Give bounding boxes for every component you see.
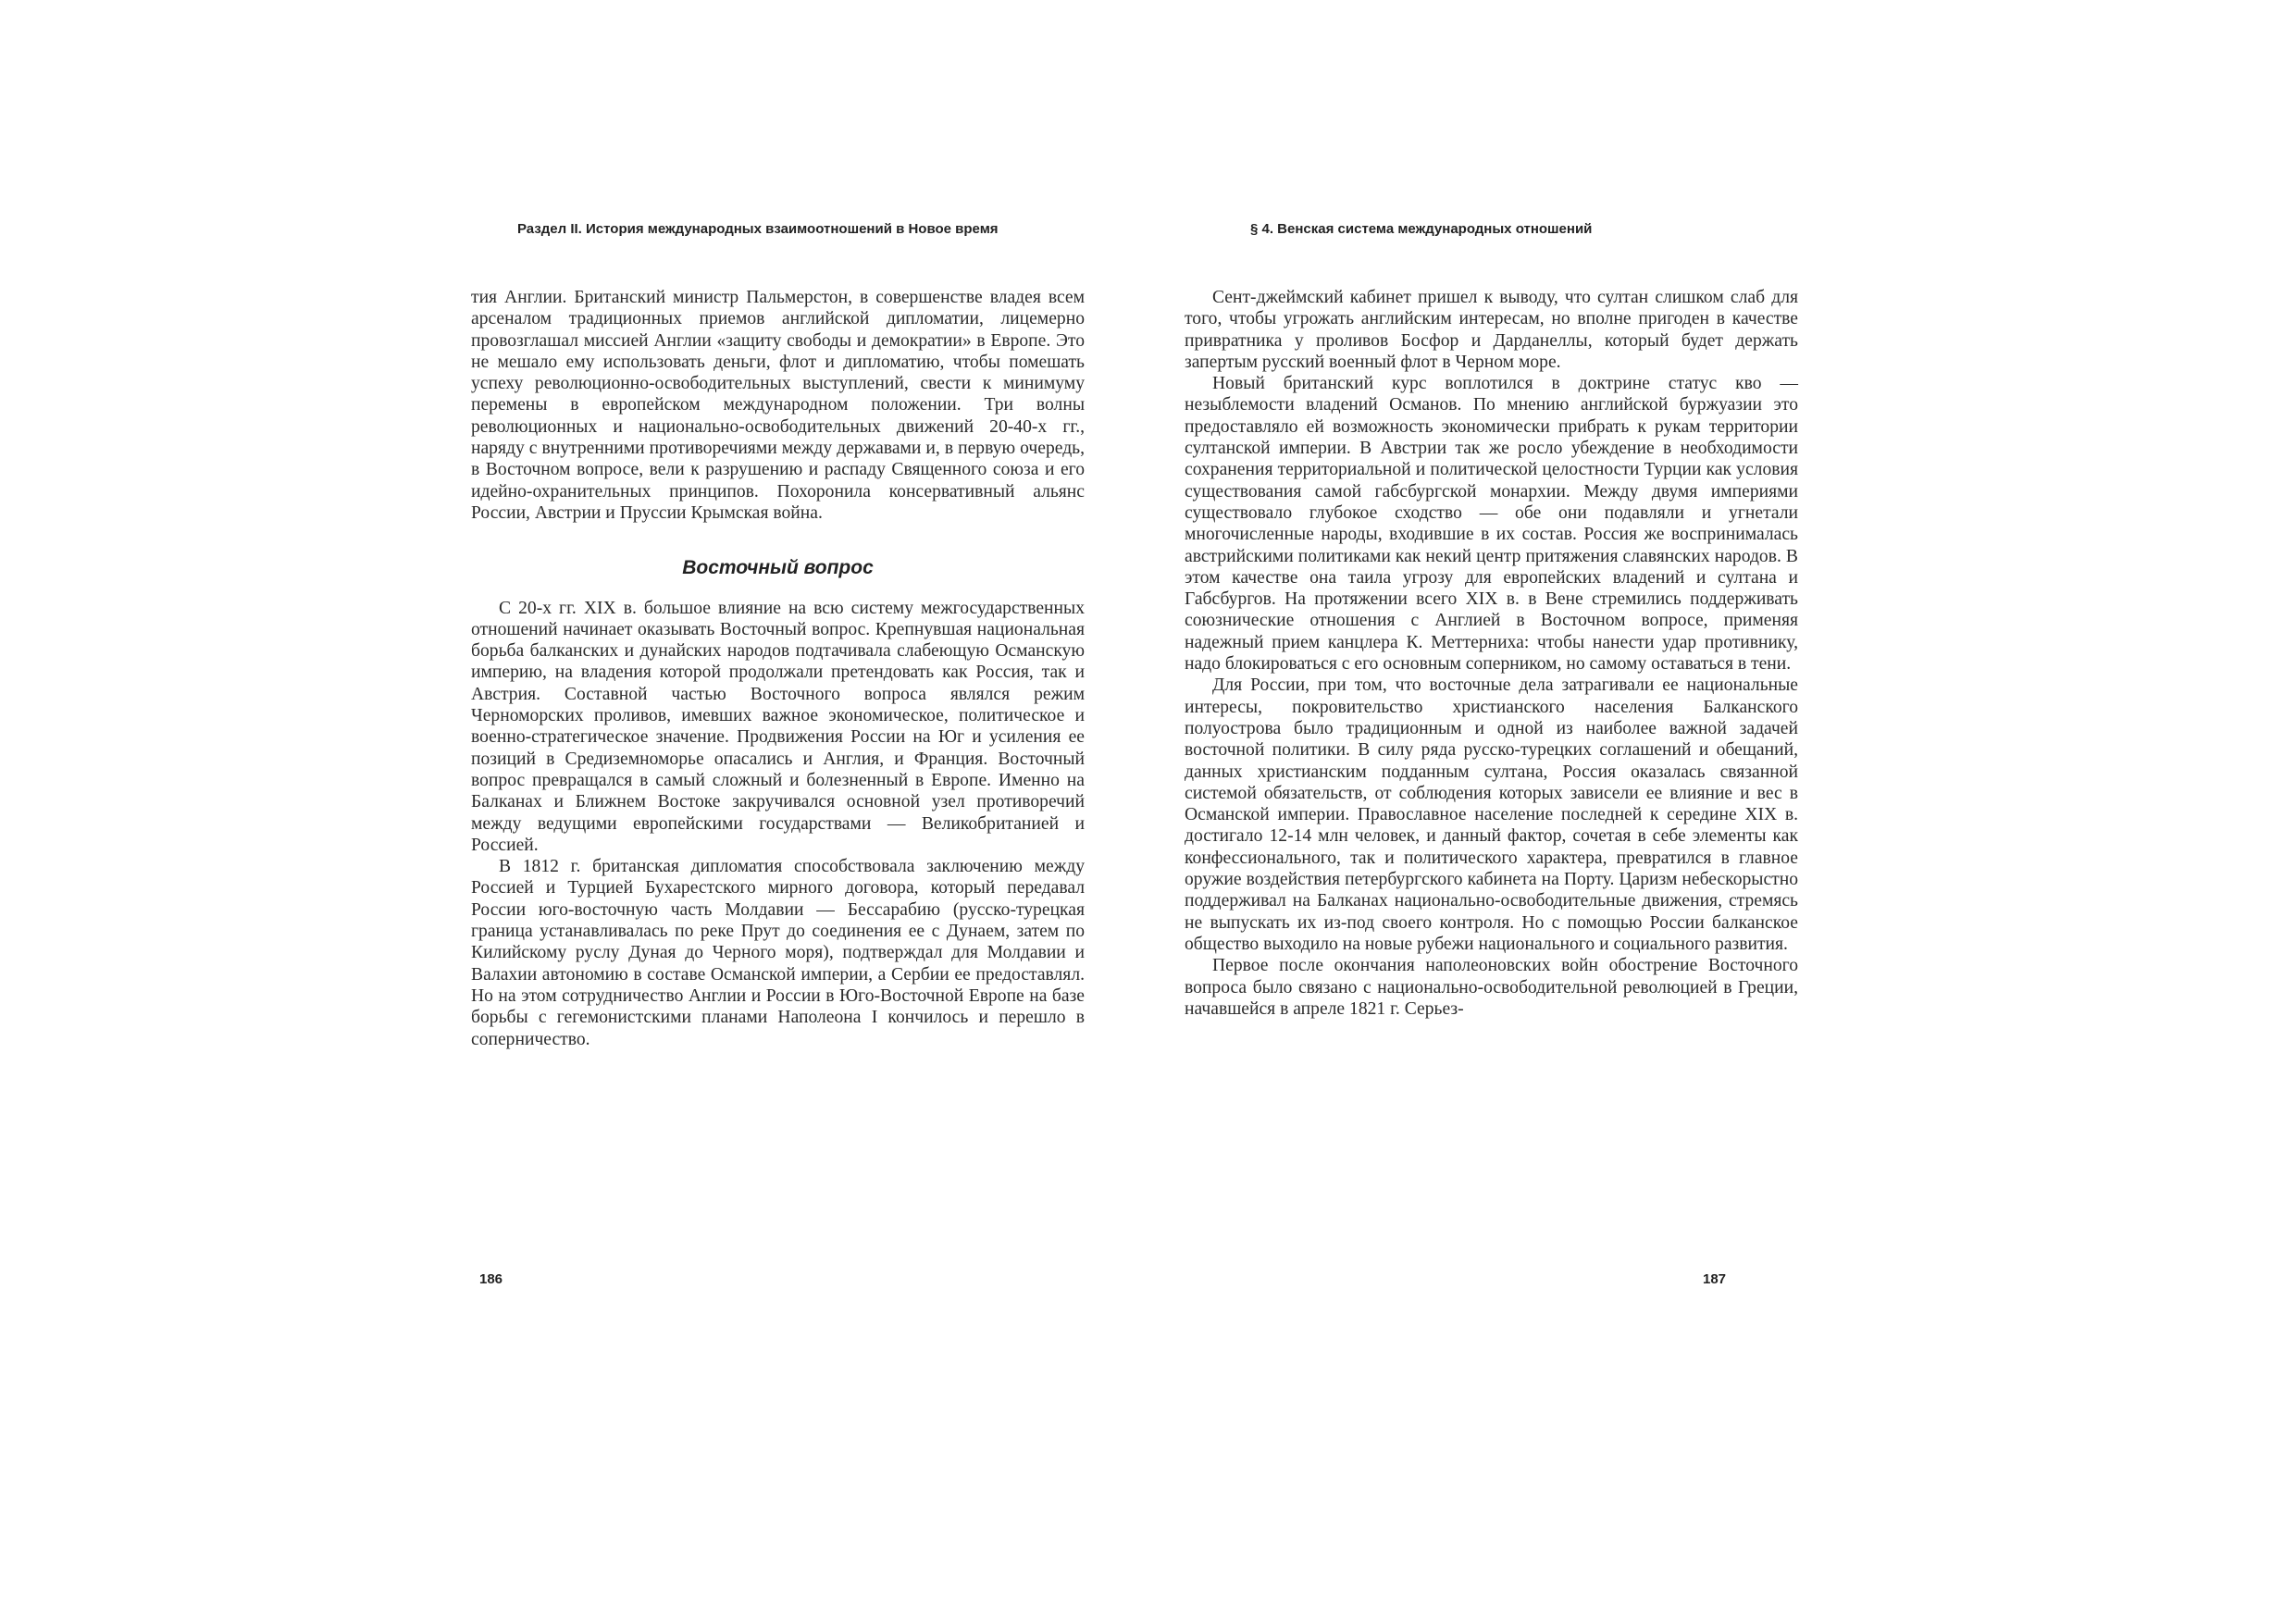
paragraph: тия Англии. Британский министр Пальмерстон, в совершенстве владея всем арсеналом традиционных приемов английской дипломатии, лицемерно провозглашал миссией Англии «защиту свободы и демократии» в Европе. Это не мешало ему использовать деньги, флот и дипломатию, чтобы помешать успеху революционно-освободительных выступлений, свести к минимуму перемены в европейском международном положении. Три волны революционных и национально-освободительных движений 20-40-х гг., наряду с внутренними противоречиями между державами и, в первую очередь, в Восточном вопросе, вели к разрушению и распаду Священного союза и его идейно-охранительных принципов. Похоронила консервативный альянс России, Австрии и Пруссии Крымская война. (471, 288, 1085, 523)
page-number-right: 187 (1703, 1271, 1727, 1287)
paragraph: В 1812 г. британская дипломатия способствовала заключению между Россией и Турцией Бухарестского мирного договора, который передавал России юго-восточную часть Молдавии — Бессарабию (русско-турецкая граница устанавливалась по реке Прут до соединения ее с Дунаем, затем по Килийскому руслу Дуная до Черного моря), подтверждал для Молдавии и Валахии автономию в составе Османской империи, а Сербии ее предоставлял. Но на этом сотрудничество Англии и России в Юго-Восточной Европе на базе борьбы с гегемонистскими планами Наполеона I кончилось и перешло в соперничество. (471, 857, 1085, 1049)
running-head-right: § 4. Венская система международных отношений (1250, 221, 1593, 237)
right-text-column (1185, 287, 1798, 1020)
left-text-column (471, 287, 1085, 1050)
paragraph: Новый британский курс воплотился в доктрине статус кво — незыблемости владений Османов. По мнению английской буржуазии это предоставляло ей возможность экономически прибрать к рукам территории султанской империи. В Австрии так же росло убеждение в необходимости сохранения территориальной и политической целостности Турции как условия существования самой габсбургской монархии. Между двумя империями существовало глубокое сходство — обе они подавляли и угнетали многочисленные народы, входившие в их состав. Россия же воспринималась австрийскими политиками как некий центр притяжения славянских народов. В этом качестве она таила угрозу для европейских владений и султана и Габсбургов. На протяжении всего XIX в. в Вене стремились поддерживать союзнические отношения с Англией в Восточном вопросе, применяя надежный прием канцлера К. Меттерниха: чтобы нанести удар противнику, надо блокироваться с его основным соперником, но самому оставаться в тени. (1185, 374, 1798, 675)
paragraph: Для России, при том, что восточные дела затрагивали ее национальные интересы, покровительство христианского населения Балканского полуострова было традиционным и одной из наиболее важной задачей восточной политики. В силу ряда русско-турецких соглашений и обещаний, данных христианским подданным султана, Россия оказалась связанной системой обязательств, от соблюдения которых зависели ее влияние и вес в Османской империи. Православное население последней к середине XIX в. достигало 12-14 млн человек, и данный фактор, сочетая в себе элементы как конфессионального, так и политического характера, превратился в главное оружие воздействия петербургского кабинета на Порту. Царизм небескорыстно поддерживал на Балканах национально-освободительные движения, стремясь не выпускать их из-под своего контроля. Но с помощью России балканское общество выходило на новые рубежи национального и социального развития. (1185, 675, 1798, 954)
paragraph: С 20-х гг. XIX в. большое влияние на всю систему межгосударственных отношений начинает оказывать Восточный вопрос. Крепнувшая национальная борьба балканских и дунайских народов подтачивала слабеющую Османскую империю, на владения которой продолжали претендовать как Россия, так и Австрия. Составной частью Восточного вопроса являлся режим Черноморских проливов, имевших важное экономическое, политическое и военно-стратегическое значение. Продвижения России на Юг и усиления ее позиций в Средиземноморье опасались и Англия, и Франция. Восточный вопрос превращался в самый сложный и болезненный в Европе. Именно на Балканах и Ближнем Востоке закручивался основной узел противоречий между ведущими европейскими государствами — Великобританией и Россией. (471, 598, 1085, 855)
paragraph: Первое после окончания наполеоновских войн обострение Восточного вопроса было связано с национально-освободительной революцией в Греции, начавшейся в апреле 1821 г. Серьез- (1185, 956, 1798, 1019)
page-number-left: 186 (479, 1271, 503, 1287)
section-heading: Восточный вопрос (682, 557, 874, 579)
running-head-left: Раздел II. История международных взаимоотношений в Новое время (517, 221, 999, 237)
paragraph: Сент-джеймский кабинет пришел к выводу, что султан слишком слаб для того, чтобы угрожать английским интересам, но вполне пригоден в качестве привратника у проливов Босфор и Дарданеллы, который будет держать запертым русский военный флот в Черном море. (1185, 288, 1798, 372)
right-page (1148, 0, 2296, 1623)
